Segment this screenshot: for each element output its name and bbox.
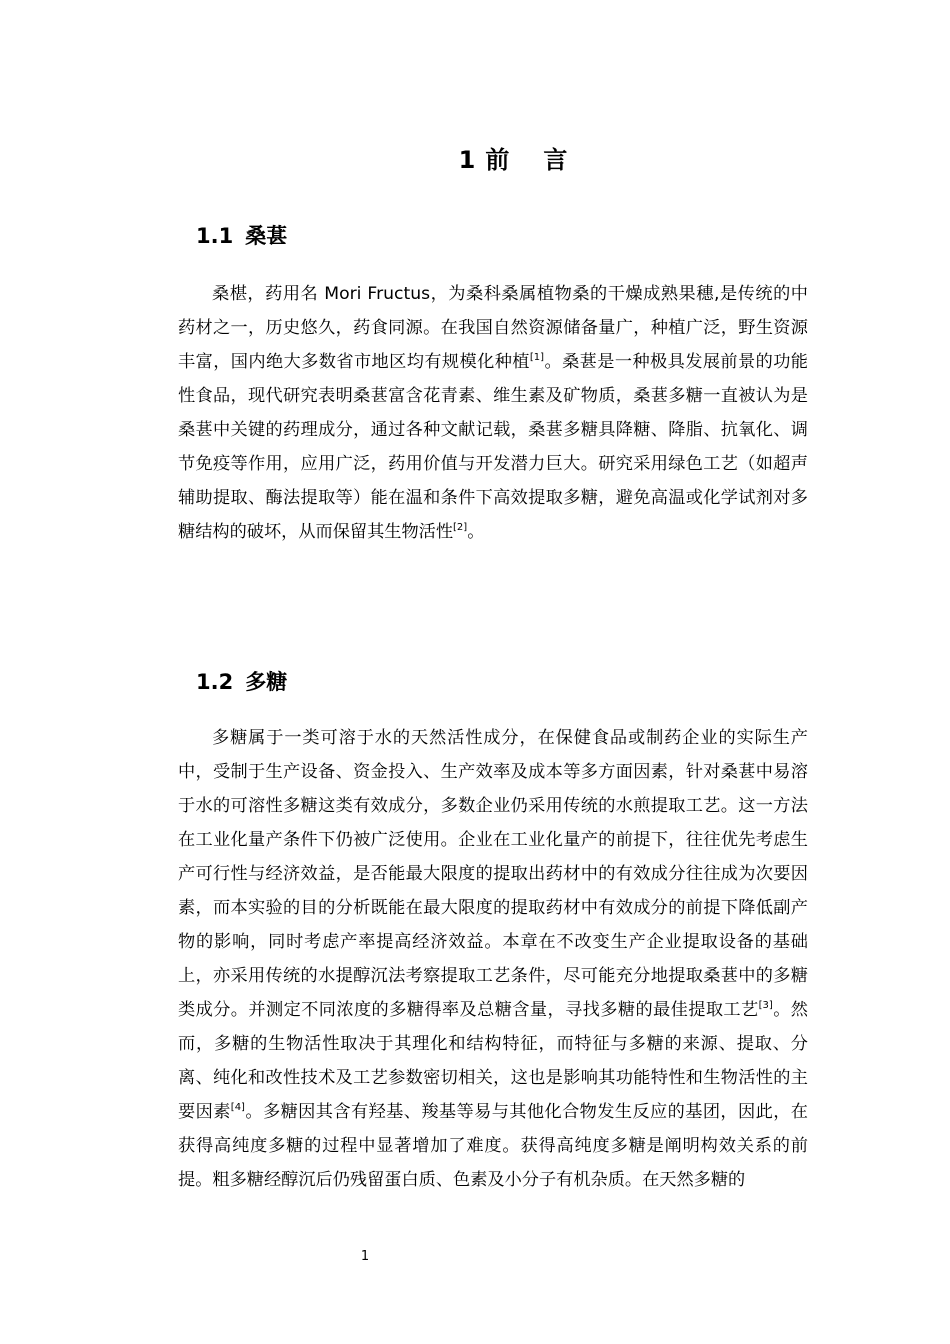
page-number: 1 (360, 1249, 370, 1264)
section-title: 多糖 (245, 670, 288, 694)
citation-ref-2[interactable]: [2] (453, 522, 468, 533)
section-number: 1.1 (196, 224, 234, 248)
section-heading-1-2 (196, 666, 287, 696)
section-title: 桑葚 (245, 224, 288, 248)
chapter-title (0, 140, 950, 175)
citation-ref-1[interactable]: [1] (529, 352, 545, 363)
body-paragraph-polysaccharide: 多糖属于一类可溶于水的天然活性成分，在保健食品或制药企业的实际生产中，受制于生产设备、资金投入、生产效率及成本等多方面因素，针对桑葚中易溶于水的可溶性多糖这类有效成分，多数企业仍采用传统的水煎提取工艺。这一方法在工业化量产条件下仍被广泛使用。企业在工业化量产的前提下，往往优先考虑生产可行性与经济效益，是否能最大限度的提取出药材中的有效成分往往成为次要因素，而本实验的目的分析既能在最大限度的提取药材中有效成分的前提下降低副产物的影响，同时考虑产率提高经济效益。本章在不改变生产企业提取设备的基础上，亦采用传统的水提醇沉法考察提取工艺条件，尽可能充分地提取桑葚中的多糖类成分。并测定不同浓度的多糖得率及总糖含量，寻找多糖的最佳提取工艺[3]。然而，多糖的生物活性取决于其理化和结构特征，而特征与多糖的来源、提取、分离、纯化和改性技术及工艺参数密切相关，这也是影响其功能特性和生物活性的主要因素[4]。多糖因其含有羟基、羧基等易与其他化合物发生反应的基团，因此，在获得高纯度多糖的过程中显著增加了难度。获得高纯度多糖是阐明构效关系的前提。粗多糖经醇沉后仍残留蛋白质、色素及小分子有机杂质。在天然多糖的 (178, 728, 808, 1190)
chapter-number: 1 (458, 146, 476, 174)
citation-ref-3[interactable]: [3] (758, 1000, 773, 1011)
body-paragraph-mulberry: 桑椹，药用名 Mori Fructus，为桑科桑属植物桑的干燥成熟果穗,是传统的中药材之一，历史悠久，药食同源。在我国自然资源储备量广，种植广泛，野生资源丰富，国内绝大多数省市地区均有规模化种植[1]。桑葚是一种极具发展前景的功能性食品，现代研究表明桑葚富含花青素、维生素及矿物质，桑葚多糖一直被认为是桑葚中关键的药理成分，通过各种文献记载，桑葚多糖具降糖、降脂、抗氧化、调节免疫等作用，应用广泛，药用价值与开发潜力巨大。研究采用绿色工艺（如超声辅助提取、酶法提取等）能在温和条件下高效提取多糖，避免高温或化学试剂对多糖结构的破坏，从而保留其生物活性[2]。 (178, 284, 808, 542)
chapter-title-char-1: 前 (485, 146, 510, 174)
section-number: 1.2 (196, 670, 234, 694)
citation-ref-4[interactable]: [4] (230, 1102, 245, 1113)
chapter-title-char-2: 言 (543, 146, 568, 174)
section-heading-1-1 (196, 220, 287, 250)
